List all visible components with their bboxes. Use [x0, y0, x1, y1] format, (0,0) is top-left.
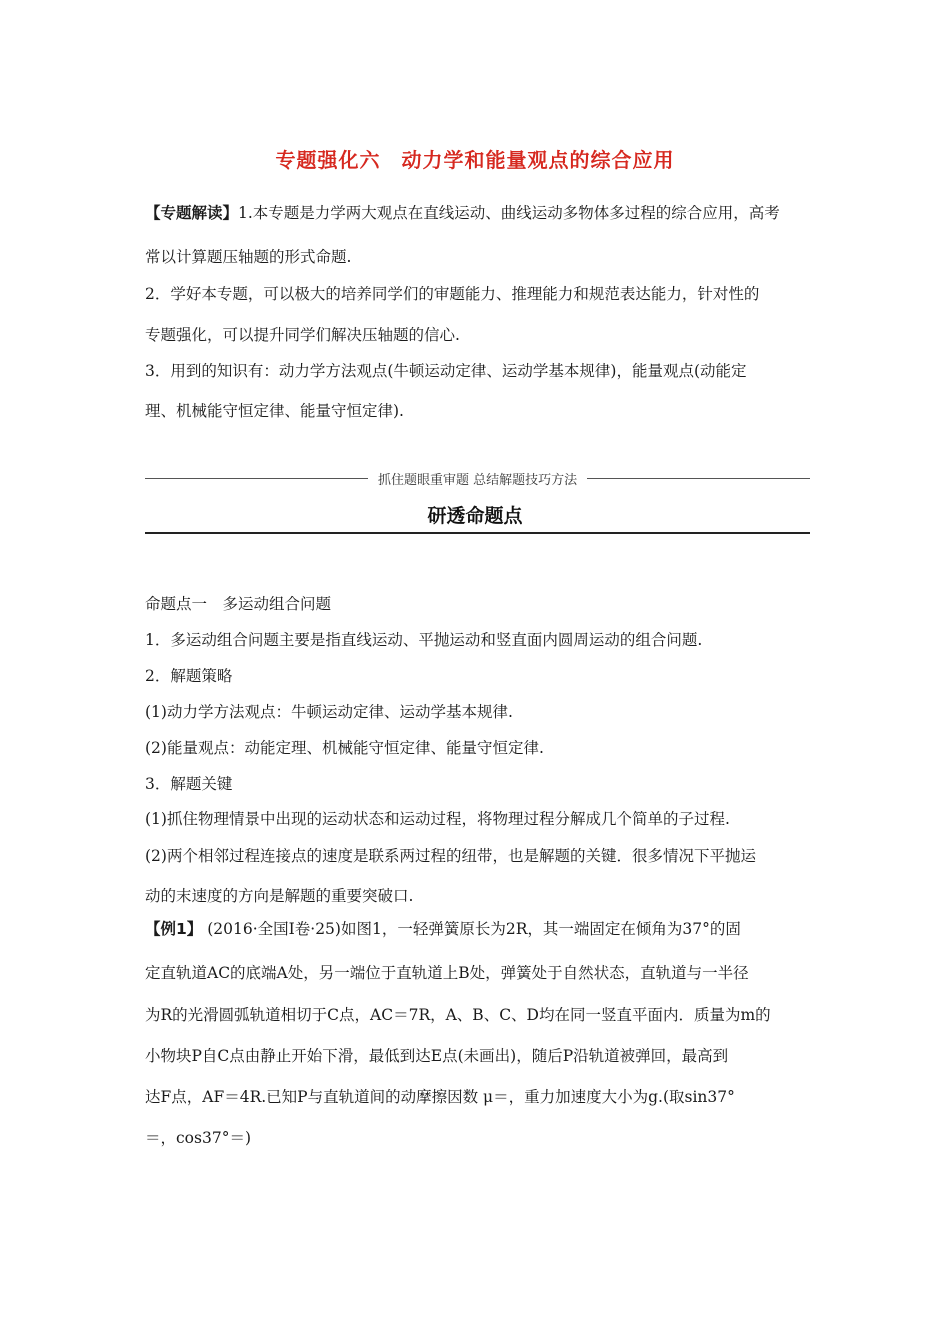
point1-line-3: (1)动力学方法观点：牛顿运动定律、运动学基本规律.	[145, 703, 513, 721]
intro-line-4: 专题强化，可以提升同学们解决压轴题的信心.	[145, 326, 460, 344]
intro-line-3: 2．学好本专题，可以极大的培养同学们的审题能力、推理能力和规范表达能力，针对性的	[145, 285, 760, 303]
intro-label: 【专题解读】	[145, 204, 239, 222]
example-line-5: 达F点，AF＝4R.已知P与直轨道间的动摩擦因数 μ＝，重力加速度大小为g.(取sin37°	[145, 1088, 735, 1106]
point1-line-7: (2)两个相邻过程连接点的速度是联系两过程的纽带，也是解题的关键．很多情况下平抛运	[145, 847, 756, 865]
section-title: 研透命题点	[427, 505, 523, 527]
divider-tagline: 抓住题眼重审题 总结解题技巧方法	[377, 472, 578, 488]
point1-line-1: 1．多运动组合问题主要是指直线运动、平抛运动和竖直面内圆周运动的组合问题.	[145, 631, 703, 649]
point1-heading: 命题点一 多运动组合问题	[145, 595, 332, 613]
example-line-2: 定直轨道AC的底端A处，另一端位于直轨道上B处，弹簧处于自然状态，直轨道与一半径	[145, 964, 749, 982]
example-line-6: ＝，cos37°＝)	[145, 1129, 251, 1147]
point1-line-2: 2．解题策略	[145, 667, 233, 685]
point1-line-6: (1)抓住物理情景中出现的运动状态和运动过程，将物理过程分解成几个简单的子过程.	[145, 810, 730, 828]
page-title: 专题强化六 动力学和能量观点的综合应用	[275, 148, 675, 172]
intro-text-1a: 1.本专题是力学两大观点在直线运动、曲线运动多物体多过程的综合应用，高考	[238, 204, 780, 222]
example-text-1: (2016·全国Ⅰ卷·25)如图1，一轻弹簧原长为2R，其一端固定在倾角为37°的固	[202, 920, 741, 938]
point1-line-8: 动的末速度的方向是解题的重要突破口.	[145, 887, 414, 905]
intro-line-5: 3．用到的知识有：动力学方法观点(牛顿运动定律、运动学基本规律)，能量观点(动能定	[145, 362, 747, 380]
intro-line-6: 理、机械能守恒定律、能量守恒定律).	[145, 402, 404, 420]
section-underline	[145, 532, 810, 534]
example-line-4: 小物块P自C点由静止开始下滑，最低到达E点(未画出)，随后P沿轨道被弹回，最高到	[145, 1047, 729, 1065]
example-label: 【例1】	[145, 920, 203, 938]
divider-rule-right	[587, 478, 810, 479]
point1-line-4: (2)能量观点：动能定理、机械能守恒定律、能量守恒定律.	[145, 739, 544, 757]
section-divider	[145, 468, 810, 488]
point1-line-5: 3．解题关键	[145, 775, 233, 793]
example-line-1	[145, 919, 810, 939]
example-line-3: 为R的光滑圆弧轨道相切于C点，AC＝7R，A、B、C、D均在同一竖直平面内．质量为m的	[145, 1006, 771, 1024]
intro-line-2: 常以计算题压轴题的形式命题.	[145, 248, 352, 266]
intro-line-1	[145, 203, 810, 223]
divider-rule-left	[145, 478, 368, 479]
